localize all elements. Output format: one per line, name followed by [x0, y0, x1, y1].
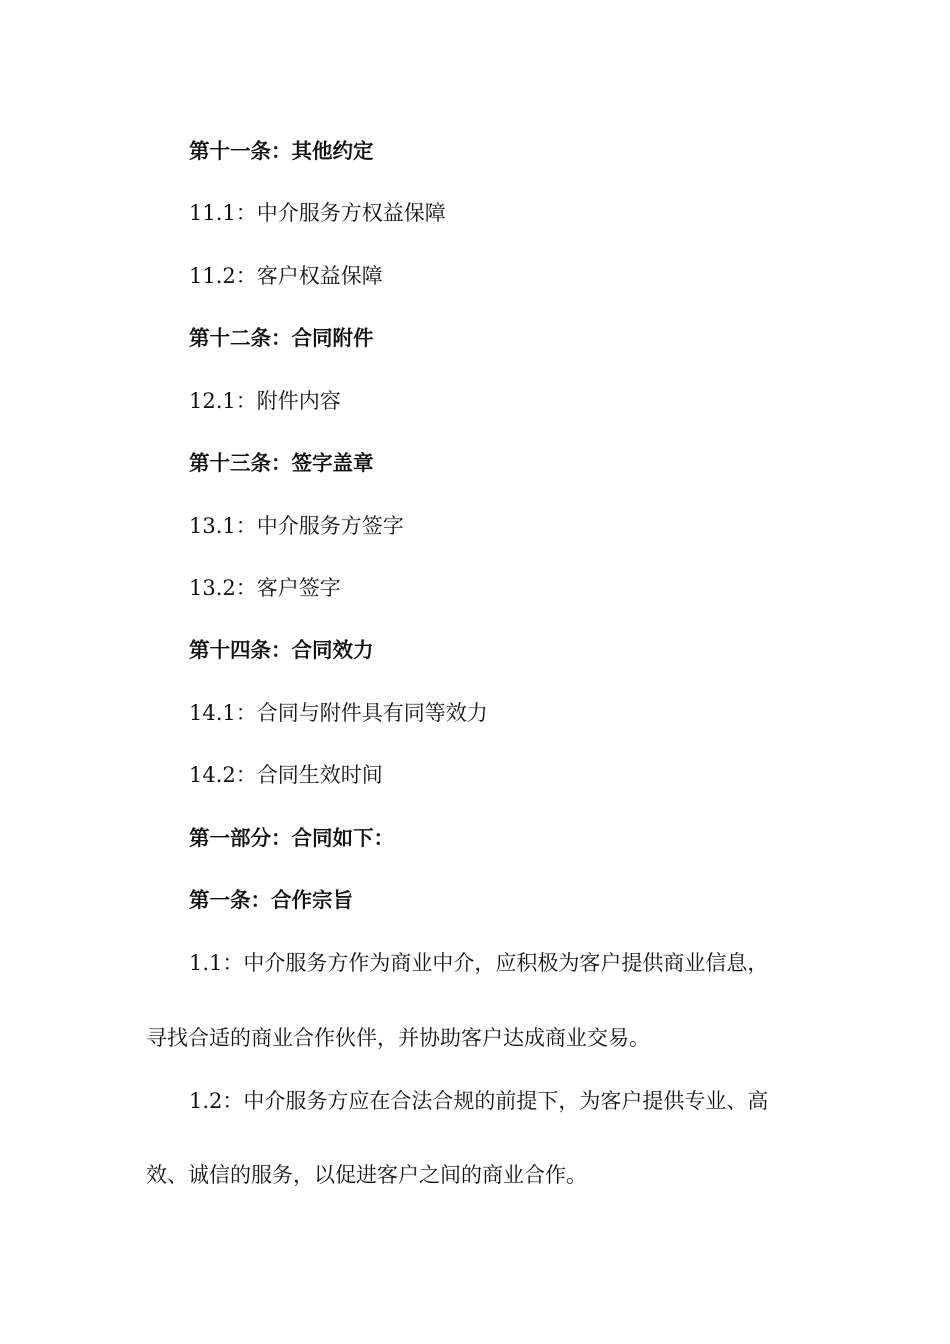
clause-1-2-line-2: 效、诚信的服务，以促进客户之间的商业合作。: [146, 1163, 587, 1187]
clause-1-1-line-2: 寻找合适的商业合作伙伴，并协助客户达成商业交易。: [146, 1026, 650, 1050]
clause-11-1: 11.1：中介服务方权益保障: [189, 201, 446, 225]
clause-13-1: 13.1：中介服务方签字: [189, 514, 404, 538]
article-1-heading: 第一条：合作宗旨: [189, 888, 353, 912]
article-11-heading: 第十一条：其他约定: [189, 139, 374, 163]
clause-1-1-line-1: 1.1：中介服务方作为商业中介，应积极为客户提供商业信息，: [189, 951, 769, 975]
article-13-heading: 第十三条：签字盖章: [189, 451, 374, 475]
clause-14-1: 14.1：合同与附件具有同等效力: [189, 701, 488, 725]
clause-13-2: 13.2：客户签字: [189, 576, 341, 600]
clause-1-2-line-1: 1.2：中介服务方应在合法合规的前提下，为客户提供专业、高: [189, 1089, 769, 1113]
clause-11-2: 11.2：客户权益保障: [189, 264, 383, 288]
part-1-heading: 第一部分：合同如下：: [189, 826, 394, 850]
article-14-heading: 第十四条：合同效力: [189, 638, 374, 662]
article-12-heading: 第十二条：合同附件: [189, 326, 374, 350]
clause-12-1: 12.1：附件内容: [189, 389, 341, 413]
clause-14-2: 14.2：合同生效时间: [189, 763, 383, 787]
